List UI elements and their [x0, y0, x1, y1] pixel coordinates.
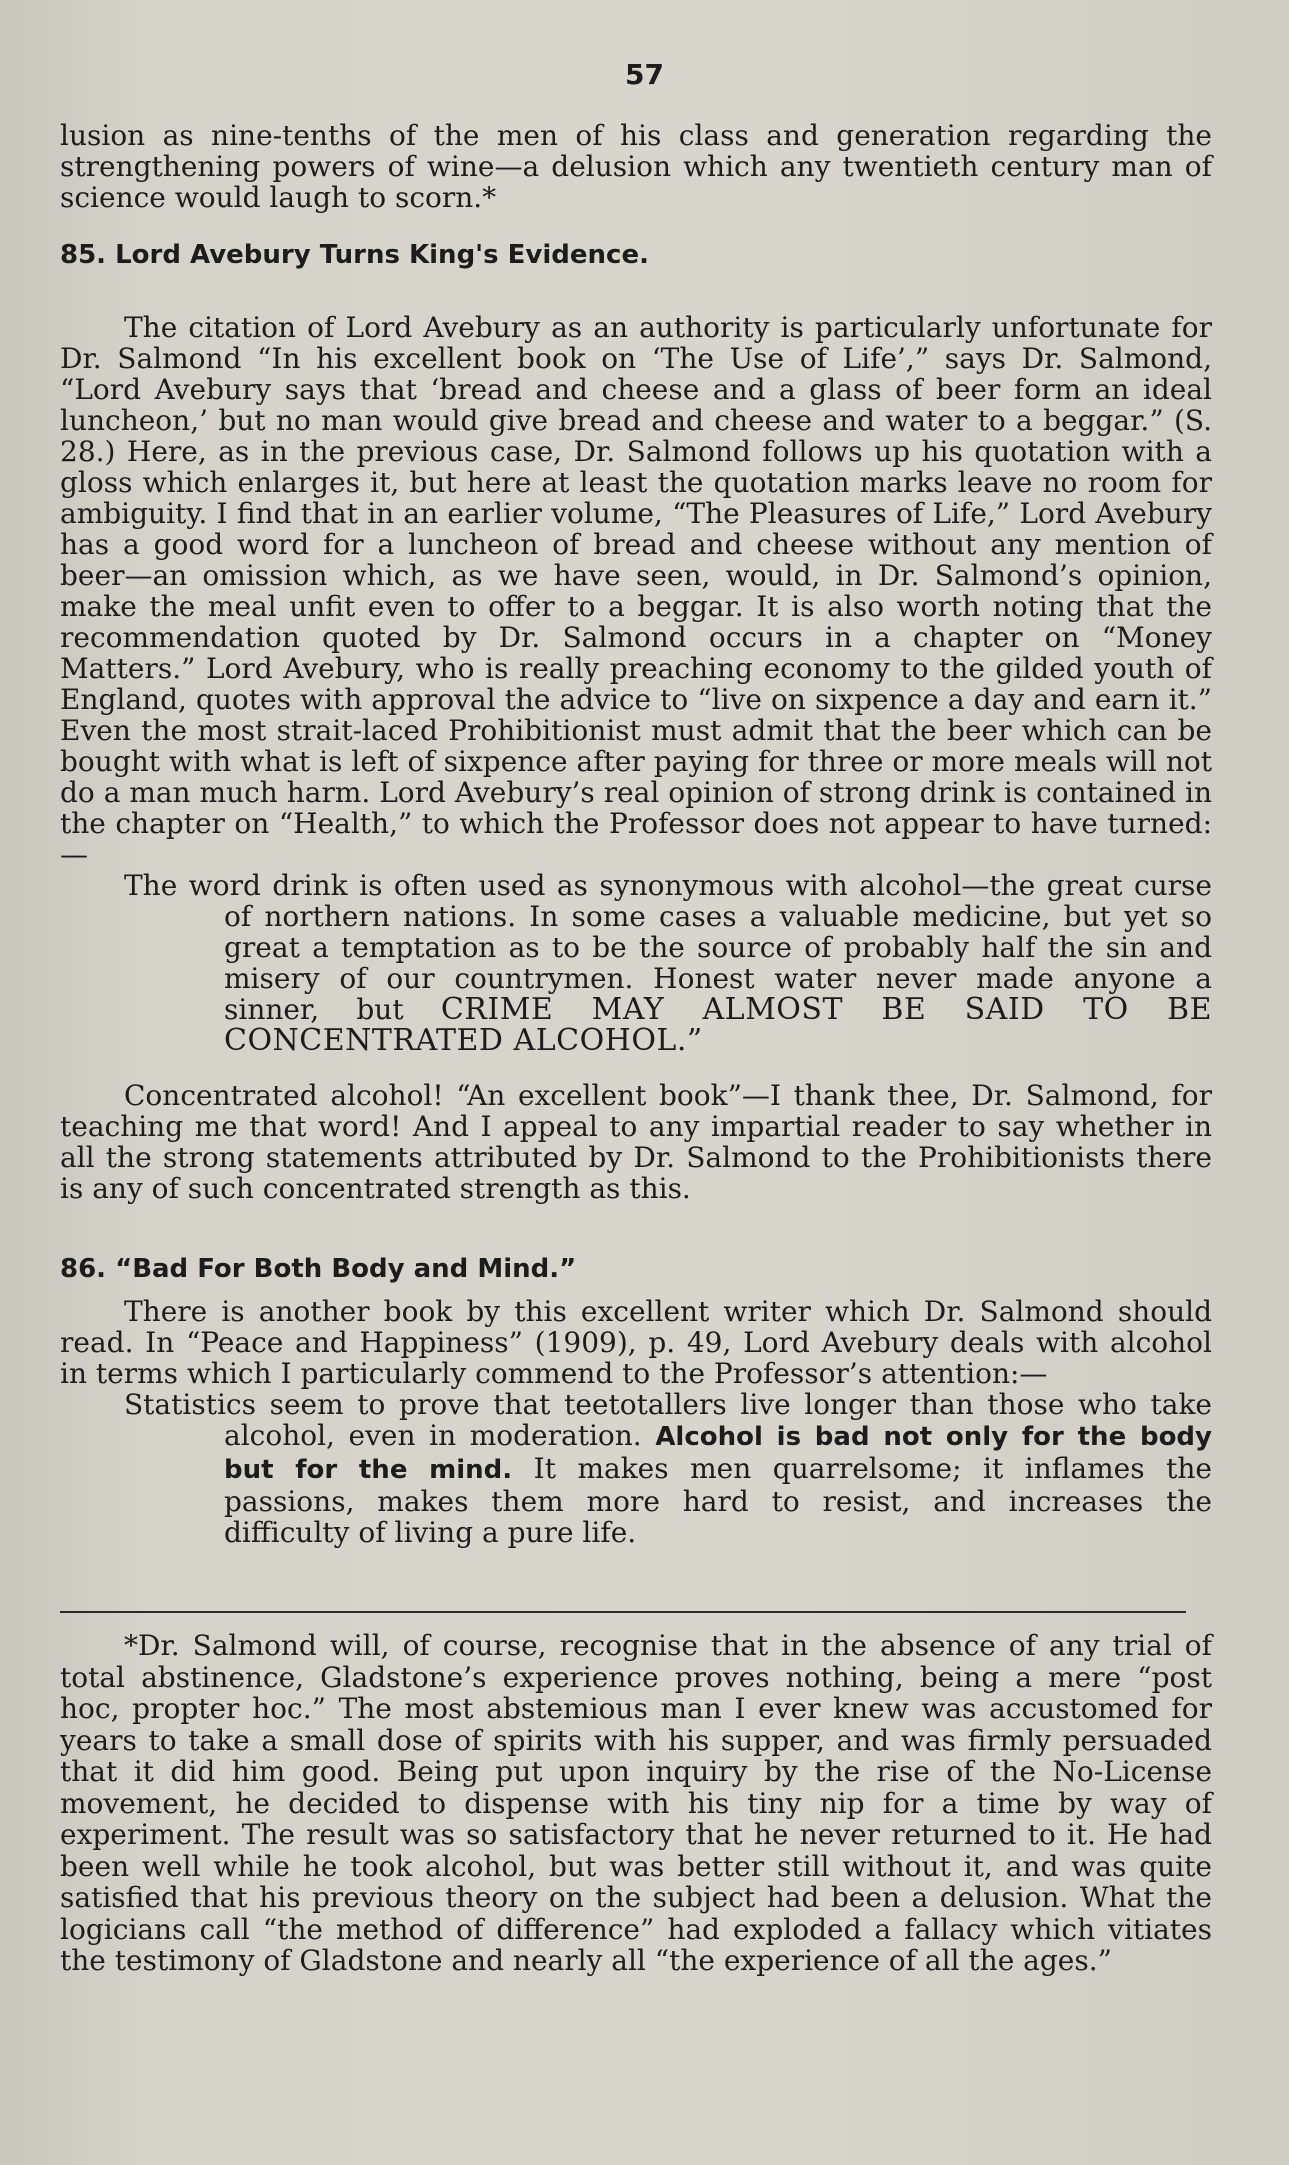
section-85-paragraph: The citation of Lord Avebury as an authority is particularly unfortunate for Dr. Salmond “In his excellent book on ‘The Use of Life’,” says Dr. Salmond, “Lord Avebury says that ‘bread and cheese and a glass of beer form an ideal luncheon,’ but no man would give bread and cheese and water to a beggar.” (S. 28.) Here, as in the previous case, Dr. Salmond follows up his quotation with a gloss which enlarges it, but here at least the quotation marks leave no room for ambiguity. I find that in an earlier volume, “The Pleasures of Life,” Lord Avebury has a good word for a luncheon of bread and cheese without any mention of beer—an omission which, as we have seen, would, in Dr. Salmond’s opinion, make the meal unfit even to offer to a beggar. It is also worth noting that the recommendation quoted by Dr. Salmond occurs in a chapter on “Money Matters.” Lord Avebury, who is really preaching economy to the gilded youth of England, quotes with approval the advice to “live on sixpence a day and earn it.” Even the most strait-laced Prohibitionist must admit that the beer which can be bought with what is left of sixpence after paying for three or more meals will not do a man much harm. Lord Avebury’s real opinion of strong drink is contained in the chapter on “Health,” to which the Professor does not appear to have turned:— [60, 311, 1212, 871]
section-85 [60, 238, 1212, 1204]
section-85-heading: 85. Lord Avebury Turns King's Evidence. [60, 240, 649, 270]
section-86 [60, 1252, 1212, 1548]
footnote-divider [60, 1611, 1186, 1613]
footnote-block [60, 1630, 1212, 1977]
section-85-after-quote: Concentrated alcohol! “An excellent book”—I thank thee, Dr. Salmond, for teaching me that word! And I appeal to any impartial reader to say whether in all the strong statements attributed by Dr. Salmond to the Prohibitionists there is any of such concentrated strength as this. [60, 1079, 1212, 1205]
page-number: 57 [625, 58, 664, 91]
section-86-quote-bold: Alcohol is bad not only for the body but for the mind. [224, 1422, 1212, 1485]
section-86-quote-start: Statistics seem to prove that teetotallers live longer than those who take alcohol, even in moderation. [124, 1388, 1212, 1452]
section-86-heading: 86. “Bad For Both Body and Mind.” [60, 1254, 577, 1284]
footnote-text: *Dr. Salmond will, of course, recognise that in the absence of any trial of total abstinence, Gladstone’s experience proves nothing, being a mere “post hoc, propter hoc.” The most abstemious man I ever knew was accustomed for years to take a small dose of spirits with his supper, and was firmly persuaded that it did him good. Being put upon inquiry by the rise of the No-License movement, he decided to dispense with his tiny nip for a time by way of experiment. The result was so satisfactory that he never returned to it. He had been well while he took alcohol, but was better still without it, and was quite satisfied that his previous theory on the subject had been a delusion. What the logicians call “the method of difference” had exploded a fallacy which vitiates the testimony of Gladstone and nearly all “the experience of all the ages.” [60, 1629, 1212, 1977]
opening-paragraph-block [60, 120, 1212, 213]
section-85-quote-caps: CRIME MAY ALMOST BE SAID TO BE CONCENTRATED ALCOHOL.” [224, 992, 1212, 1058]
section-86-paragraph: There is another book by this excellent writer which Dr. Salmond should read. In “Peace and Happiness” (1909), p. 49, Lord Avebury deals with alcohol in terms which I particularly commend to the Professor’s attention:— [60, 1295, 1212, 1390]
section-85-quote [124, 870, 1212, 1056]
section-86-quote [124, 1389, 1212, 1548]
section-85-quote-text: The word drink is often used as synonymous with alcohol—the great curse of northern nations. In some cases a valuable medicine, but yet so great a temptation as to be the source of probably half the sin and misery of our countrymen. Honest water never made anyone a sinner, but [124, 869, 1212, 1026]
section-86-quote-end: It makes men quarrelsome; it inflames the passions, makes them more hard to resist, and increases the difficulty of living a pure life. [224, 1452, 1212, 1549]
opening-paragraph: lusion as nine-tenths of the men of his class and generation regarding the strengthening powers of wine—a delusion which any twentieth century man of science would laugh to scorn.* [60, 119, 1212, 214]
